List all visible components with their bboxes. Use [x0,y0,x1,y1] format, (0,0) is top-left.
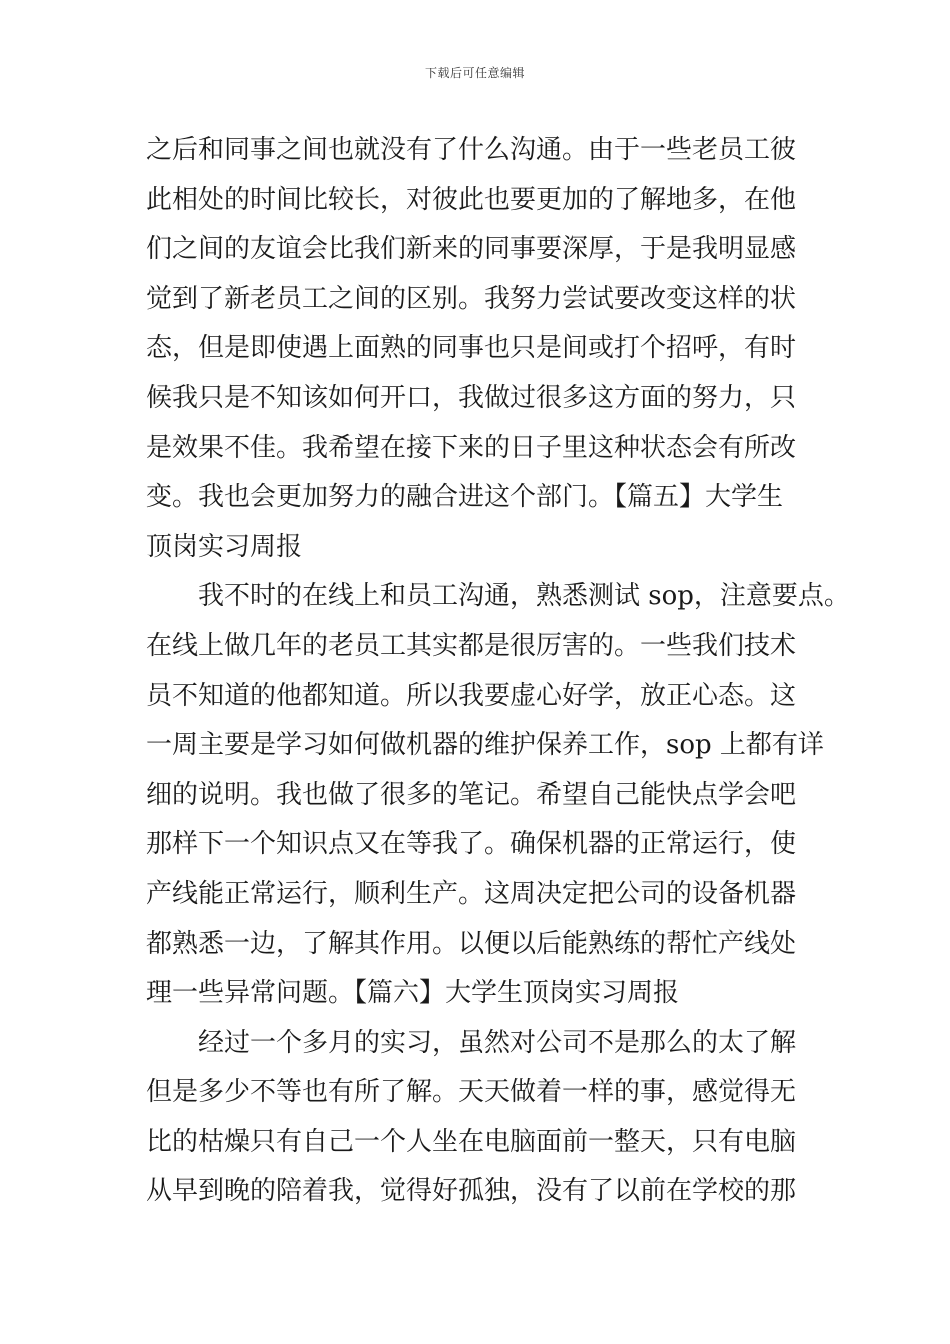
paragraph-first-line: 经过一个多月的实习，虽然对公司不是那么的太了解 [198,1027,797,1058]
text-line: 们之间的友谊会比我们新来的同事要深厚，于是我明显感 [146,234,797,265]
text-line: 是效果不佳。我希望在接下来的日子里这种状态会有所改 [146,432,797,463]
text-line: 但是多少不等也有所了解。天天做着一样的事，感觉得无 [146,1077,797,1108]
body-text [146,126,850,1217]
paragraph-first-line: 我不时的在线上和员工沟通，熟悉测试 sop，注意要点。 [198,581,850,612]
text-line: 觉到了新老员工之间的区别。我努力尝试要改变这样的状 [146,283,797,314]
text-line: 员不知道的他都知道。所以我要虚心好学，放正心态。这 [146,680,797,711]
text-line: 都熟悉一边，了解其作用。以便以后能熟练的帮忙产线处 [146,928,797,959]
text-line: 从早到晚的陪着我，觉得好孤独，没有了以前在学校的那 [146,1176,797,1207]
text-line: 变。我也会更加努力的融合进这个部门。【篇五】大学生 [146,482,784,513]
text-line: 候我只是不知该如何开口，我做过很多这方面的努力，只 [146,382,797,413]
text-line: 细的说明。我也做了很多的笔记。希望自己能快点学会吧 [146,779,797,810]
page-header: 下载后可任意编辑 [424,66,525,80]
text-line: 产线能正常运行，顺利生产。这周决定把公司的设备机器 [146,878,797,909]
text-line: 理一些异常问题。【篇六】大学生顶岗实习周报 [146,978,680,1009]
text-line: 在线上做几年的老员工其实都是很厉害的。一些我们技术 [146,630,797,661]
text-line: 态，但是即使遇上面熟的同事也只是间或打个招呼，有时 [146,333,797,364]
text-line: 顶岗实习周报 [146,531,303,562]
text-line: 比的枯燥只有自己一个人坐在电脑面前一整天，只有电脑 [146,1126,797,1157]
text-line: 那样下一个知识点又在等我了。确保机器的正常运行，使 [146,829,797,860]
text-line: 此相处的时间比较长，对彼此也要更加的了解地多，在他 [146,184,797,215]
text-line: 一周主要是学习如何做机器的维护保养工作，sop 上都有详 [146,730,824,761]
text-line: 之后和同事之间也就没有了什么沟通。由于一些老员工彼 [146,135,797,165]
